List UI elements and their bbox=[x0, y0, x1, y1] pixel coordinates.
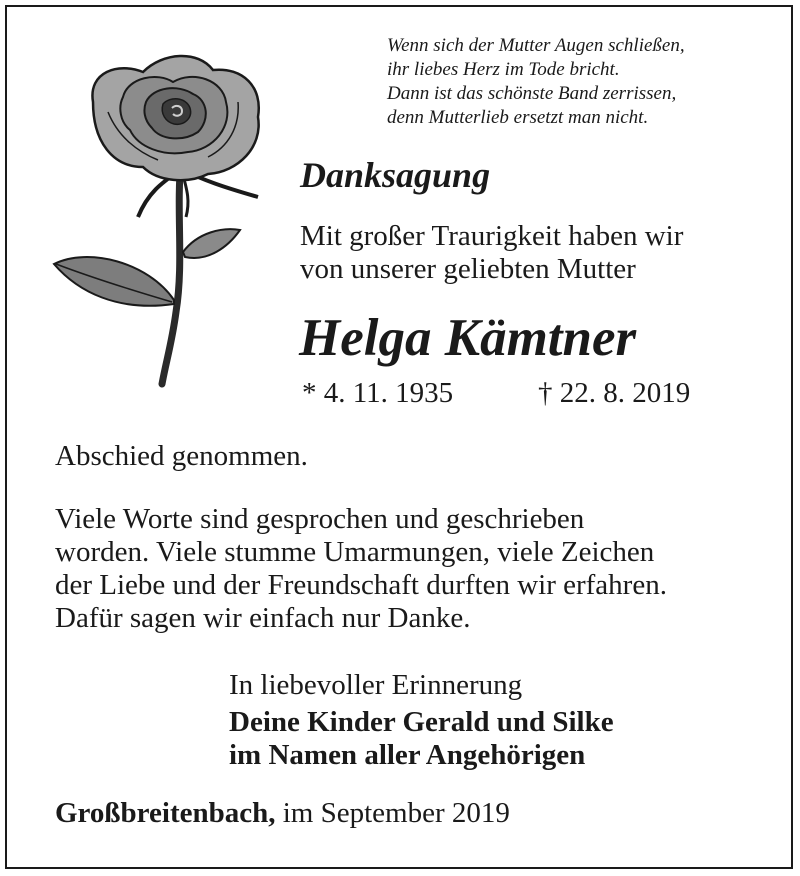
thanks-line: der Liebe und der Freundschaft durften wir erfahren. bbox=[55, 569, 667, 601]
poem bbox=[387, 34, 787, 130]
birth-date: * 4. 11. 1935 bbox=[302, 377, 454, 409]
rose-icon bbox=[48, 42, 278, 392]
intro-text bbox=[300, 220, 683, 286]
poem-line: Wenn sich der Mutter Augen schließen, bbox=[387, 35, 685, 56]
deceased-name: Helga Kämtner bbox=[299, 309, 637, 367]
poem-line: ihr liebes Herz im Tode bricht. bbox=[387, 59, 620, 80]
thanks-line: Viele Worte sind gesprochen und geschrieben bbox=[55, 503, 585, 535]
death-date: † 22. 8. 2019 bbox=[538, 377, 691, 409]
signers bbox=[229, 706, 614, 772]
intro-line: Mit großer Traurigkeit haben wir bbox=[300, 220, 684, 252]
notice-heading: Danksagung bbox=[300, 155, 491, 195]
thanks-paragraph bbox=[55, 503, 667, 635]
intro-line: von unserer geliebten Mutter bbox=[300, 253, 636, 285]
farewell-text: Abschied genommen. bbox=[55, 440, 308, 472]
thanks-line: worden. Viele stumme Umarmungen, viele Zeichen bbox=[55, 536, 655, 568]
poem-line: Dann ist das schönste Band zerrissen, bbox=[387, 83, 677, 104]
thanks-line: Dafür sagen wir einfach nur Danke. bbox=[55, 602, 471, 634]
place-date-text: im September 2019 bbox=[282, 797, 510, 829]
place-date bbox=[55, 795, 510, 831]
signer-line: im Namen aller Angehörigen bbox=[229, 739, 586, 771]
poem-line: denn Mutterlieb ersetzt man nicht. bbox=[387, 107, 649, 128]
place-town: Großbreitenbach, bbox=[55, 797, 276, 829]
signer-line: Deine Kinder Gerald und Silke bbox=[229, 706, 614, 738]
memory-line: In liebevoller Erinnerung bbox=[229, 669, 523, 701]
